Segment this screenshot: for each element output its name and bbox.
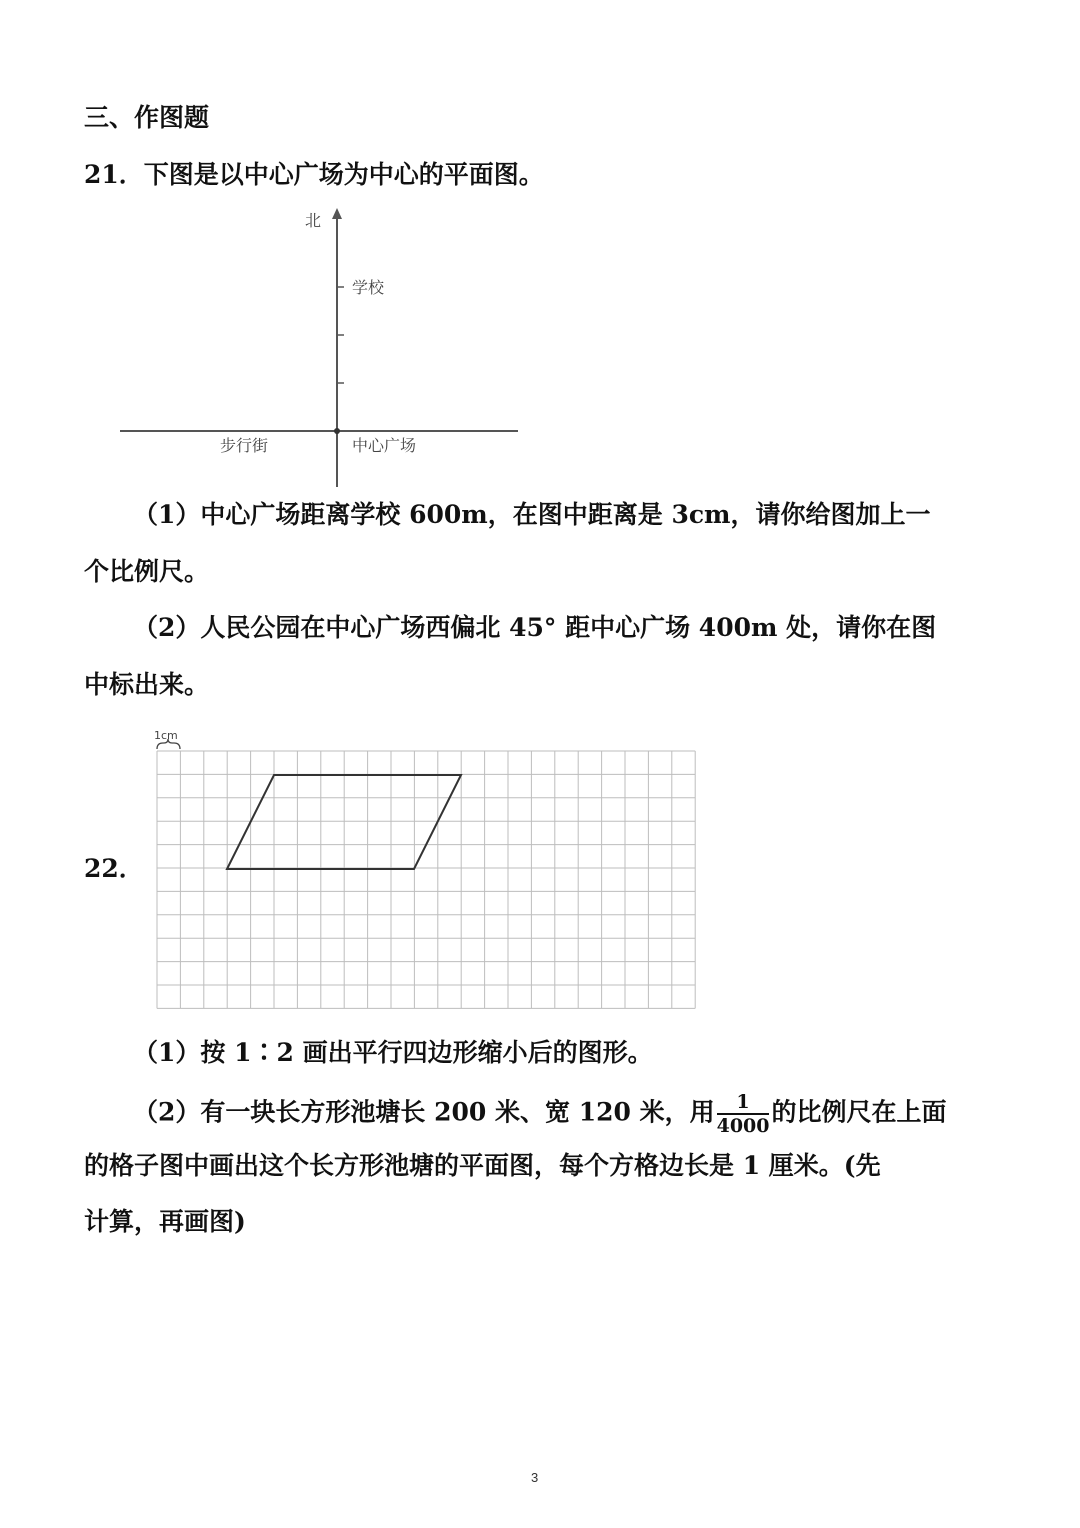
q21-map-diagram — [115, 205, 535, 490]
q22-grid-figure — [150, 725, 710, 1020]
q21-part1-line2: 个比例尺。 — [84, 557, 210, 586]
scale-fraction — [717, 1092, 770, 1136]
fraction-denominator: 4000 — [716, 1115, 770, 1137]
page-number: 3 — [531, 1470, 539, 1485]
q22-part2-pre: （2）有一块长方形池塘长 200 米、宽 120 米，用 — [133, 1097, 715, 1127]
scale-label: 1cm — [154, 729, 178, 742]
school-label: 学校 — [352, 278, 385, 297]
grid — [157, 751, 695, 1008]
q21-part1-line1: （1）中心广场距离学校 600m，在图中距离是 3cm，请你给图加上一 — [133, 500, 931, 529]
fraction-numerator: 1 — [717, 1092, 770, 1115]
street-label: 步行街 — [220, 436, 269, 455]
north-arrow-icon — [332, 208, 342, 219]
q22-part2-line2: 的格子图中画出这个长方形池塘的平面图，每个方格边长是 1 厘米。(先 — [84, 1151, 881, 1180]
north-label: 北 — [305, 211, 322, 230]
section-title: 三、作图题 — [84, 103, 210, 132]
q22-part1: （1）按 1∶2 画出平行四边形缩小后的图形。 — [133, 1038, 653, 1067]
q21-part2-line2: 中标出来。 — [84, 670, 210, 699]
q22-part2-line1 — [133, 1092, 947, 1136]
q22-part2-post: 的比例尺在上面 — [771, 1097, 947, 1127]
center-label: 中心广场 — [352, 436, 417, 455]
q21-stem: 21．下图是以中心广场为中心的平面图。 — [84, 160, 544, 189]
center-point — [334, 428, 340, 434]
q22-part2-line3: 计算，再画图) — [84, 1207, 246, 1236]
q22-number: 22． — [84, 854, 144, 883]
q21-part2-line1: （2）人民公园在中心广场西偏北 45° 距中心广场 400m 处，请你在图 — [133, 613, 937, 642]
